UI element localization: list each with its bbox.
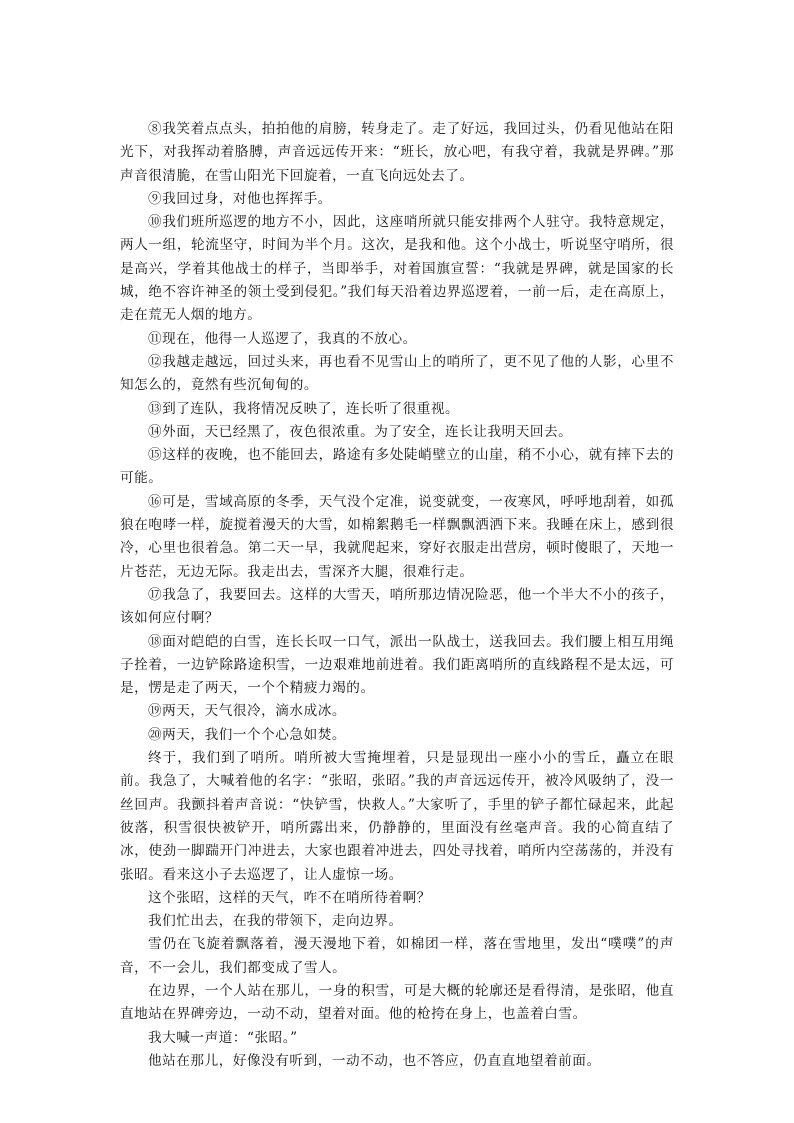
paragraph-8: ⑧我笑着点点头，拍拍他的肩膀，转身走了。走了好远，我回过头，仍看见他站在阳光下，对我挥动着胳膊，声音远远传开来：“班长，放心吧，有我守着，我就是界碑。”那声音很清脆，在雪山阳光下回旋着，一直飞向远处去了。: [120, 121, 674, 184]
paragraph-question: 这个张昭，这样的天气，咋不在哨所待着啊？: [148, 889, 431, 906]
paragraph-at-border: 在边界，一个人站在那儿，一身的积雪，可是大概的轮廓还是看得清，是张昭，他直直地站在界碑旁边，一动不动，望着对面。他的枪挎在身上，也盖着白雪。: [120, 982, 674, 1023]
paragraph-14: ⑭外面，天已经黑了，夜色很浓重。为了安全，连长让我明天回去。: [148, 423, 573, 440]
paragraph-11: ⑪现在，他得一人巡逻了，我真的不放心。: [148, 330, 417, 347]
paragraph-17: ⑰我急了，我要回去。这样的大雪天，哨所那边情况险恶，他一个半大不小的孩子，该如何应付啊？: [120, 586, 674, 627]
paragraph-19: ⑲两天，天气很冷，滴水成冰。: [148, 703, 347, 720]
paragraph-18: ⑱面对皑皑的白雪，连长长叹一口气，派出一队战士，送我回去。我们腰上相互用绳子拴着，一边铲除路途积雪，一边艰难地前进着。我们距离哨所的直线路程不是太远，可是，愣是走了两天，一个个精疲力竭的。: [120, 633, 674, 697]
paragraph-10: ⑩我们班所巡逻的地方不小，因此，这座哨所就只能安排两个人驻守。我特意规定，两人一组，轮流坚守，时间为半个月。这次，是我和他。这个小战士，听说坚守哨所，很是高兴，学着其他战士的样子，当即举手，对着国旗宣誓：“我就是界碑，就是国家的长城，绝不容许神圣的领土受到侵犯。”我们每天沿着边界巡逻着，一前一后，走在高原上，走在荒无人烟的地方。: [120, 214, 674, 324]
paragraph-go-border: 我们忙出去，在我的带领下，走向边界。: [148, 913, 403, 930]
paragraph-16: ⑯可是，雪域高原的冬季，天气没个定准，说变就变，一夜寒风，呼呼地刮着，如孤狼在咆哮一样，旋搅着漫天的大雪，如棉絮鹅毛一样飘飘洒洒下来。我睡在床上，感到很冷，心里也很着急。第二天一早，我就爬起来，穿好衣服走出营房，顿时傻眼了，天地一片苍茫，无边无际。我走出去，雪深齐大腿，很难行走。: [120, 493, 674, 580]
paragraph-snowfall: 雪仍在飞旋着飘落着，漫天漫地下着，如棉团一样，落在雪地里，发出“噗噗”的声音，不一会儿，我们都变成了雪人。: [120, 936, 674, 976]
paragraph-arrival: 终于，我们到了哨所。哨所被大雪掩埋着，只是显现出一座小小的雪丘，矗立在眼前。我急了，大喊着他的名字：“张昭，张昭。”我的声音远远传开，被冷风吸纳了，没一丝回声。我颤抖着声音说：“快铲雪，快救人。”大家听了，手里的铲子都忙碌起来，此起彼落，积雪很快被铲开，哨所露出来，仍静静的，里面没有丝毫声音。我的心简直结了冰，使劲一脚踹开门冲进去，大家也跟着冲进去，四处寻找着，哨所内空荡荡的，并没有张昭。看来这小子去巡逻了，让人虚惊一场。: [120, 750, 674, 883]
paragraph-15: ⑮这样的夜晚，也不能回去，路途有多处陡峭壁立的山崖，稍不小心，就有摔下去的可能。: [120, 447, 674, 487]
paragraph-standing: 他站在那儿，好像没有听到，一动不动，也不答应，仍直直地望着前面。: [148, 1052, 601, 1069]
document-page: [120, 118, 674, 1073]
paragraph-13: ⑬到了连队，我将情况反映了，连长听了很重视。: [148, 400, 460, 417]
paragraph-9: ⑨我回过身，对他也挥挥手。: [148, 190, 332, 207]
paragraph-12: ⑫我越走越远，回过头来，再也看不见雪山上的哨所了，更不见了他的人影，心里不知怎么的，竟然有些沉甸甸的。: [120, 353, 674, 394]
paragraph-20: ⑳两天，我们一个个心急如焚。: [148, 726, 347, 743]
paragraph-shout: 我大喊一声道：“张昭。”: [148, 1029, 298, 1046]
